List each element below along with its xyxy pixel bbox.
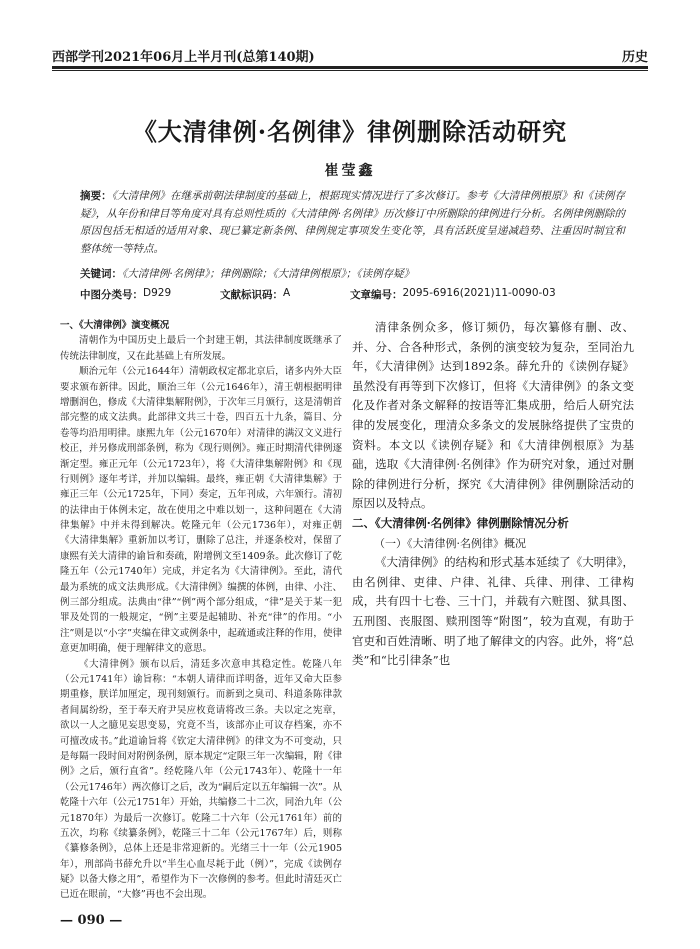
- section-label: 历史: [621, 50, 648, 65]
- section-heading-2: 二、《大清律例·名例律》律例删除情况分析: [352, 515, 569, 530]
- journal-name: 西部学刊2021年06月上半月刊(总第140期): [52, 50, 315, 65]
- paragraph: 《大清律例》颁布以后，清廷多次意申其稳定性。乾隆八年（公元1741年）谕旨称：“本朝人请律而详明备，近年又命大臣参期重修，朕详加厘定，现刊刻颁行。而新到之臭司、科道条陈律款者间属纷纷，至于奉天府尹吴应枚竟请将改三条。夫以定之宪章，欲以一人之臆见妄思变易，究竟不当，该部亦止可议存档案，亦不可擅改成书。”此道谕旨将《钦定大清律例》的律文为不可变动，只是每隔一段时间对附例条例，原本规定“定限三年一次编辑，附《律例》之后，颁行直省”。经乾隆八年（公元1743年）、乾隆十一年（公元1746年）两次修订之后，改为“嗣后定以五年编辑一次”。从乾隆十六年（公元1751年）开始，共编修二十二次，同治九年（公元1870年）为最后一次修订。乾隆二十六年（公元1761年）前的五次，均称《续纂条例》，乾隆三十二年（公元1767年）后，则称《纂修条例》，总体上还是非常迎新的。光绪三十一年（公元1905年），刑部尚书薛允升以“半生心血尽耗于此（例）”，完成《读例存疑》以备大修之用”，希望作为下一次修例的参考。但此时清廷灭亡已近在眼前，“大修”再也不会出现。: [60, 658, 342, 901]
- article-number-label: 文章编号：: [350, 289, 403, 301]
- keywords-label: 关键词：: [80, 268, 122, 280]
- paragraph: 顺治元年（公元1644年）清朝政权定都北京后，诸多内外大臣要求颁布新律。因此，顺治三年（公元1646年），清王朝根据明律增删润色，修成《大清律集解附例》，于次年三月颁行，这是清朝首部完整的成文法典。此部律文共三十卷，四百五十九条，篇目、分卷等均沿用明律。康熙九年（公元1670年）对清律的满汉文义进行校正，并另修成刑部条例，称为《现行则例》。雍正时期清代律例逐渐定型。雍正元年（公元1723年），将《大清律集解附例》和《现行则例》逐年考详，并加以编辑。最终，雍正朝《大清律集解》于雍正三年（公元1725年，下同）奏定，五年刊成，六年颁行。清初的法律由于体例未定，故在使用之中难以划一，这种问题在《大清律集解》中并未得到解决。乾隆元年（公元1736年），对雍正朝《大清律集解》重新加以考订，删除了总注，并逐条校对，保留了康熙有关大清律的谕旨和奏疏，附增例文至1409条。此次修订了乾隆五年（公元1740年）完成，并定名为《大清律例》。至此，清代最为系统的成文法典形成。《大清律例》编撰的体例，由律、小注、例三部分组成。法典由“律”“例”两个部分组成，“律”是关于某一犯罪及处罚的一般规定，“例”主要是起辅助、补充“律”的作用。“小注”则是以“小字”夹编在律文或例条中，起疏通或注释的作用，使律意更加明确，便于理解律文的意思。: [60, 366, 342, 655]
- author: 崔莹鑫: [324, 163, 376, 179]
- article-meta: [80, 287, 640, 304]
- abstract: [80, 188, 625, 258]
- clc-label: 中图分类号：: [80, 289, 143, 301]
- article-number-value: 2095-6916(2021)11-0090-03: [402, 287, 556, 299]
- section-heading-1: 一、《大清律例》演变概况: [60, 320, 170, 331]
- doc-code-label: 文献标识码：: [220, 289, 283, 301]
- paragraph: 《大清律例》的结构和形式基本延续了《大明律》，由名例律、吏律、户律、礼律、兵律、刑律、工律构成，共有四十七卷、三十门，并载有六赃图、狱具图、五刑图、丧服图、赎刑图等“附图”，较为直观，有助于官吏和百姓清晰、明了地了解律文的内容。此外，将“总类”和“比引律条”也: [352, 555, 634, 668]
- clc-value: D929: [143, 287, 172, 299]
- article-title: 《大清律例·名例律》律例删除活动研究: [132, 117, 568, 146]
- doc-code-value: A: [283, 287, 291, 299]
- column-right: [352, 318, 634, 671]
- running-header: [52, 44, 648, 66]
- page-number: — 090 —: [60, 913, 123, 928]
- paragraph: 清朝作为中国历史上最后一个封建王朝，其法律制度既继承了传统法律制度，又在此基础上有所发展。: [60, 335, 342, 362]
- abstract-text: 《大清律例》在继承前朝法律制度的基础上，根据现实情况进行了多次修订。参考《大清律例根原》和《读例存疑》，从年份和律目等角度对具有总则性质的《大清律例·名例律》历次修订中所删除的律例进行分析。名例律例删除的原因包括无相适的适用对象、现已纂定新条例、律例规定事项发生变化等，具有活跃度呈递减趋势、注重因时制宜和整体统一等特点。: [80, 190, 625, 255]
- subsection-heading: （一）《大清律例·名例律》概况: [374, 536, 526, 550]
- header-rule-thin: [52, 70, 648, 71]
- header-rule: [52, 66, 648, 69]
- keywords-text: 《大清律例·名例律》；律例删除；《大清律例根原》；《读例存疑》: [122, 268, 415, 280]
- paragraph: 清律条例众多，修订频仍，每次纂修有删、改、并、分、合各种形式，条例的演变较为复杂，至同治九年，《大清律例》达到1892条。薛允升的《读例存疑》虽然没有再等到下次修订，但将《大清律例》的条文变化及作者对条文解释的按语等汇集成册，给后人研究法律的发展变化，理清众多条文的发展脉络提供了宝贵的资料。本文以《读例存疑》和《大清律例根原》为基础，选取《大清律例·名例律》作为研究对象，通过对删除的律例进行分析，探究《大清律例》律例删除活动的原因以及特点。: [352, 320, 634, 511]
- abstract-label: 摘要：: [80, 190, 112, 202]
- keywords: [80, 266, 640, 283]
- column-left: [60, 318, 342, 903]
